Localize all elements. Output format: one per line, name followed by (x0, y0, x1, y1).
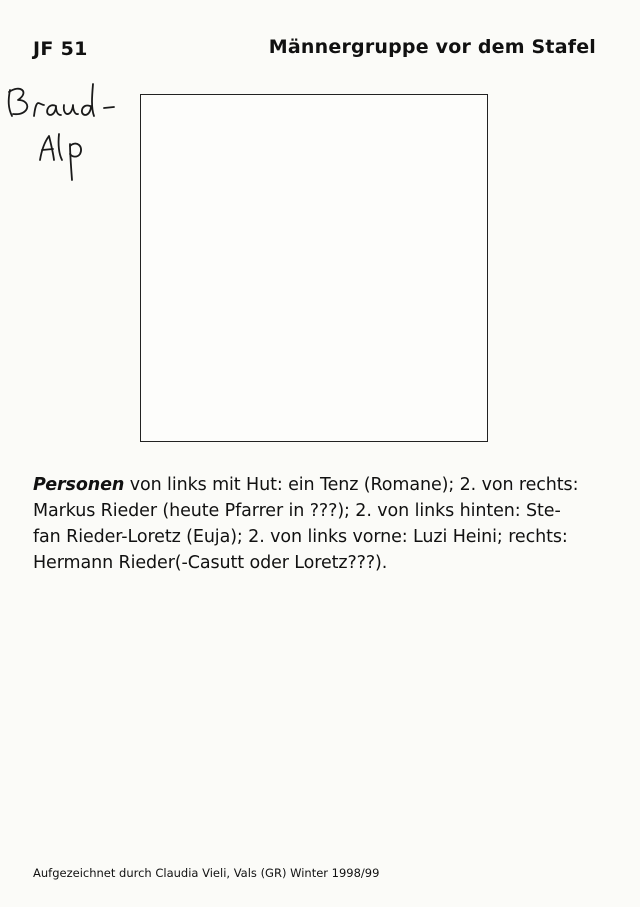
handwritten-note-drawing (4, 78, 134, 188)
description-line-4: Hermann Rieder(-Casutt oder Loretz???). (33, 553, 388, 573)
description-line-2: Markus Rieder (heute Pfarrer in ???); 2. von links hinten: Ste- (33, 501, 561, 521)
photo-placeholder-frame (140, 94, 488, 442)
description-text (33, 472, 613, 576)
description-line-3: fan Rieder-Loretz (Euja); 2. von links vorne: Luzi Heini; rechts: (33, 527, 568, 547)
footer-credit: Aufgezeichnet durch Claudia Vieli, Vals (GR) Winter 1998/99 (33, 866, 380, 880)
page-title: Männergruppe vor dem Stafel (268, 36, 596, 58)
description-line-1 (33, 472, 613, 498)
description-line-1-rest: von links mit Hut: ein Tenz (Romane); 2. von rechts: (124, 475, 579, 495)
handwritten-note (4, 78, 134, 188)
card-id: JF 51 (33, 38, 88, 60)
description-lead: Personen (33, 475, 125, 495)
